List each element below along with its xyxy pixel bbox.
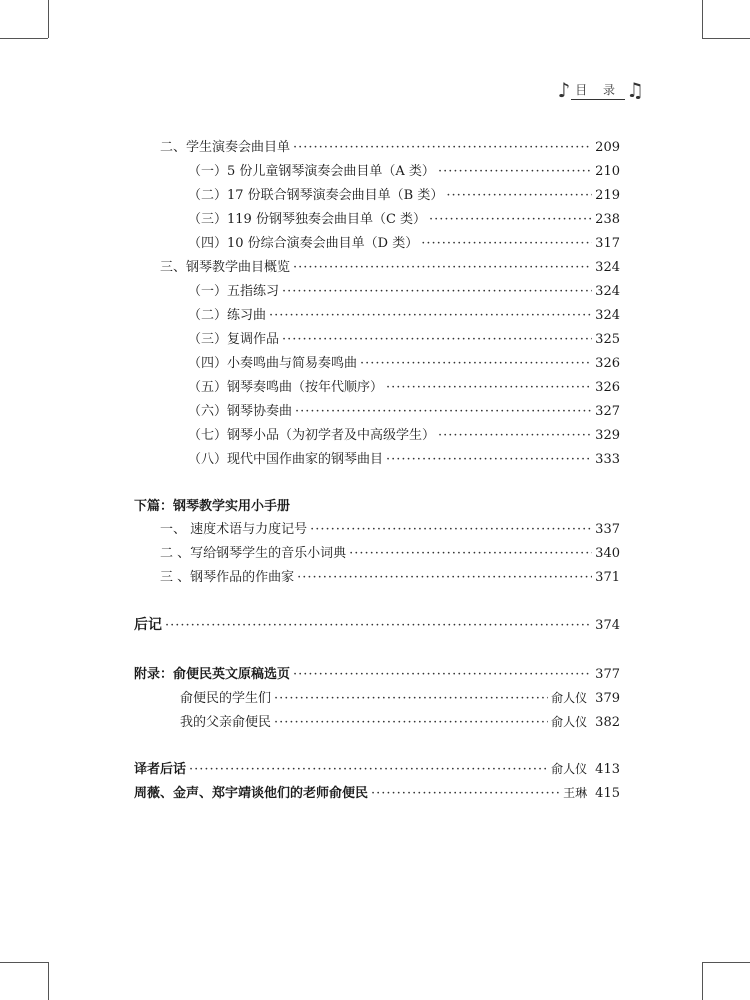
toc-page-number: 377 — [595, 667, 620, 682]
toc-entry-title: （二）练习曲 — [188, 308, 267, 323]
leader-dots — [421, 236, 592, 251]
toc-page-number: 340 — [595, 546, 620, 561]
music-notes-icon: ♫ — [626, 78, 644, 102]
toc-entry[interactable] — [188, 280, 620, 300]
toc-entry[interactable] — [188, 424, 620, 444]
toc-page-number: 413 — [595, 762, 620, 777]
toc-entry-title: 我的父亲俞便民 — [180, 715, 272, 730]
toc-entry[interactable] — [160, 256, 620, 276]
toc-entry[interactable] — [188, 232, 620, 252]
header-title: 目 录 — [571, 81, 625, 100]
toc-entry-title: 二 、写给钢琴学生的音乐小词典 — [160, 546, 347, 561]
toc-entry[interactable] — [180, 687, 620, 707]
leader-dots — [386, 380, 592, 395]
toc-page-number: 371 — [595, 570, 620, 585]
toc-entry-title: 三 、钢琴作品的作曲家 — [160, 570, 295, 585]
leader-dots — [293, 667, 592, 682]
toc-page-number: 325 — [595, 332, 620, 347]
toc-entry-interview[interactable] — [134, 782, 620, 802]
toc-entry[interactable] — [160, 136, 620, 156]
leader-dots — [274, 715, 548, 730]
toc-entry[interactable] — [188, 376, 620, 396]
toc-page-number: 324 — [595, 308, 620, 323]
section-heading: 下篇：钢琴教学实用小手册 — [134, 499, 291, 514]
toc-entry-title: 俞便民的学生们 — [180, 691, 272, 706]
leader-dots — [371, 786, 560, 801]
leader-dots — [189, 762, 548, 777]
toc-page-number: 327 — [595, 404, 620, 419]
toc-page-number: 219 — [595, 188, 620, 203]
toc-entry[interactable] — [188, 184, 620, 204]
leader-dots — [282, 284, 592, 299]
toc-entry-title: （一）五指练习 — [188, 284, 280, 299]
leader-dots — [269, 308, 592, 323]
toc-entry[interactable] — [188, 448, 620, 468]
leader-dots — [165, 618, 592, 633]
toc-entry-title: 二、学生演奏会曲目单 — [160, 140, 291, 155]
toc-entry-title: （八）现代中国作曲家的钢琴曲目 — [188, 452, 384, 467]
toc-entry-title: （三）复调作品 — [188, 332, 280, 347]
leader-dots — [297, 570, 592, 585]
toc-entry-author: 俞人仪 — [551, 715, 588, 729]
toc-entry[interactable] — [188, 208, 620, 228]
toc-page-number: 333 — [595, 452, 620, 467]
toc-entry-author: 俞人仪 — [551, 691, 588, 705]
toc-entry-title: （三）119 份钢琴独奏会曲目单（C 类） — [188, 212, 427, 227]
toc-entry-title: 附录：俞便民英文原稿选页 — [134, 667, 291, 682]
toc-entry-title: （五）钢琴奏鸣曲（按年代顺序） — [188, 380, 384, 395]
toc-entry[interactable] — [160, 566, 620, 586]
leader-dots — [438, 428, 592, 443]
toc-page-number: 374 — [595, 618, 620, 633]
toc-entry[interactable] — [160, 518, 620, 538]
toc-page-number: 324 — [595, 284, 620, 299]
leader-dots — [293, 260, 592, 275]
toc-page-number: 209 — [595, 140, 620, 155]
leader-dots — [310, 522, 592, 537]
leader-dots — [429, 212, 592, 227]
toc-entry[interactable] — [160, 542, 620, 562]
toc-entry-title: 译者后话 — [134, 762, 187, 777]
toc-entry-title: （七）钢琴小品（为初学者及中高级学生） — [188, 428, 436, 443]
toc-page-number: 210 — [595, 164, 620, 179]
toc-entry-author: 王琳 — [563, 786, 588, 800]
toc-page-number: 317 — [595, 236, 620, 251]
toc-entry[interactable] — [180, 711, 620, 731]
toc-entry[interactable] — [188, 328, 620, 348]
toc-page-number: 329 — [595, 428, 620, 443]
toc-page-number: 379 — [595, 691, 620, 706]
toc-entry-afterword[interactable] — [134, 614, 620, 634]
leader-dots — [274, 691, 548, 706]
toc-page-number: 337 — [595, 522, 620, 537]
toc-entry-title: 一、 速度术语与力度记号 — [160, 522, 308, 537]
toc-entry-title: 三、钢琴教学曲目概览 — [160, 260, 291, 275]
toc-entry-title: （一）5 份儿童钢琴演奏会曲目单（A 类） — [188, 164, 435, 179]
leader-dots — [293, 140, 592, 155]
toc-entry-title: （二）17 份联合钢琴演奏会曲目单（B 类） — [188, 188, 444, 203]
toc-page-number: 415 — [595, 786, 620, 801]
toc-entry-title: 周薇、金声、郑宇靖谈他们的老师俞便民 — [134, 786, 369, 801]
leader-dots — [360, 356, 592, 371]
leader-dots — [446, 188, 592, 203]
toc-entry-title: （四）小奏鸣曲与简易奏鸣曲 — [188, 356, 358, 371]
toc-page-number: 326 — [595, 356, 620, 371]
leader-dots — [295, 404, 592, 419]
toc-entry[interactable] — [188, 160, 620, 180]
toc-page-number: 238 — [595, 212, 620, 227]
toc-entry[interactable] — [188, 352, 620, 372]
toc-entry[interactable] — [188, 400, 620, 420]
leader-dots — [386, 452, 592, 467]
toc-entry-appendix[interactable] — [134, 663, 620, 683]
toc-entry-translator-note[interactable] — [134, 758, 620, 778]
toc-entry-title: 后记 — [134, 617, 162, 633]
leader-dots — [438, 164, 592, 179]
music-note-icon: ♪ — [557, 78, 571, 102]
leader-dots — [349, 546, 592, 561]
toc-page-number: 324 — [595, 260, 620, 275]
toc-entry-title: （六）钢琴协奏曲 — [188, 404, 293, 419]
toc-entry-title: （四）10 份综合演奏会曲目单（D 类） — [188, 236, 419, 251]
toc-page-number: 382 — [595, 715, 620, 730]
toc-page-number: 326 — [595, 380, 620, 395]
toc-entry[interactable] — [188, 304, 620, 324]
leader-dots — [282, 332, 592, 347]
toc-entry-author: 俞人仪 — [551, 762, 588, 776]
